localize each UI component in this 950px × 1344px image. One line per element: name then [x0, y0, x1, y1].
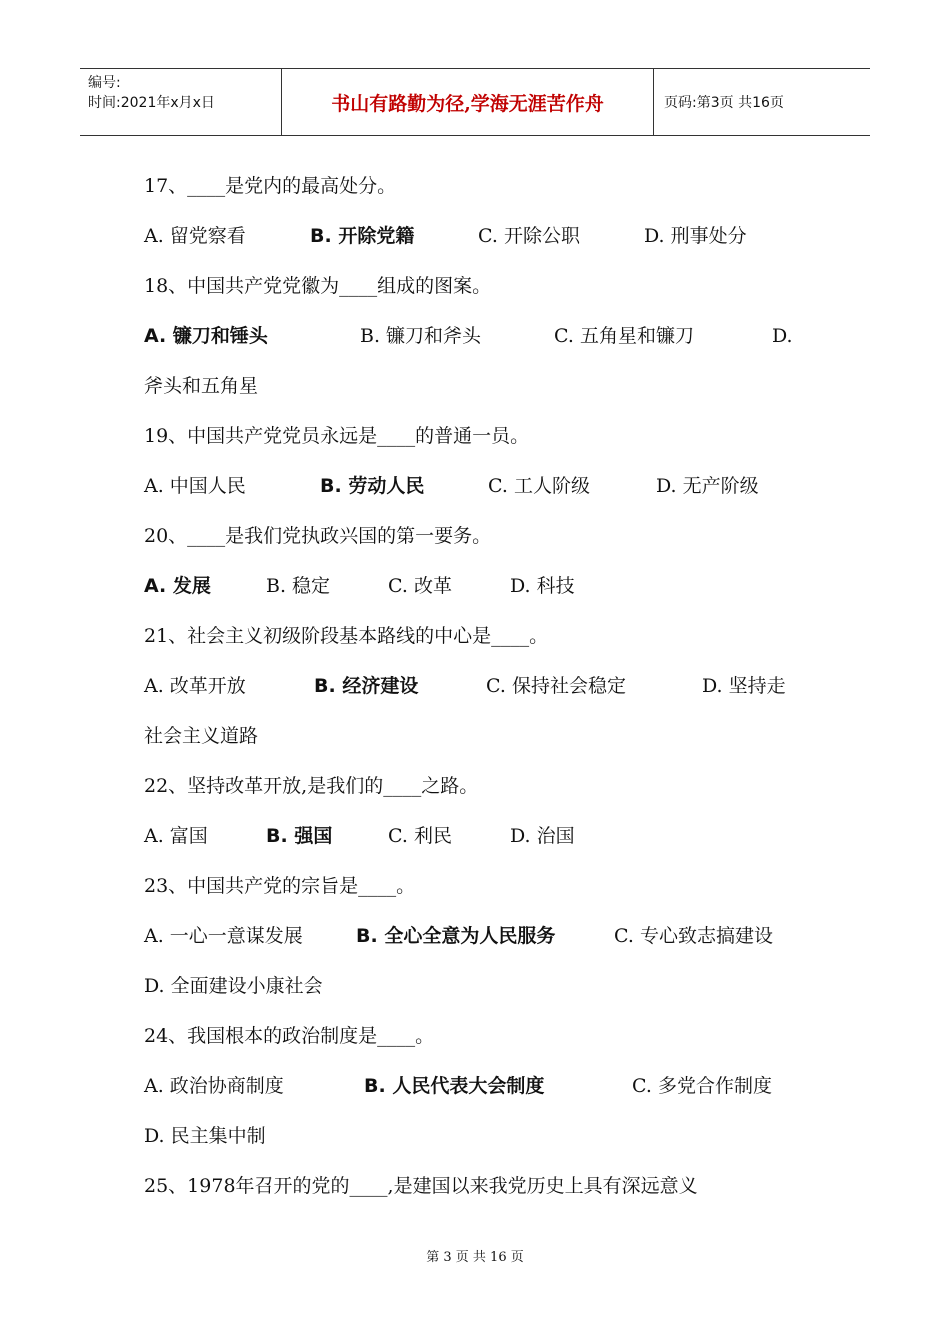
option-c: C. 开除公职 — [478, 225, 580, 247]
header-motto: 书山有路勤为径,学海无涯苦作舟 — [282, 69, 654, 135]
question-21-options — [144, 664, 824, 714]
option-d: D. — [772, 325, 793, 347]
question-20-options — [144, 564, 824, 614]
question-23-stem: 23、中国共产党的宗旨是____。 — [144, 875, 416, 897]
option-b-correct: B. 劳动人民 — [320, 475, 425, 497]
question-17-stem: 17、____是党内的最高处分。 — [144, 175, 397, 197]
option-c: C. 保持社会稳定 — [486, 675, 626, 697]
option-a: A. 政治协商制度 — [144, 1075, 284, 1097]
option-b: B. 镰刀和斧头 — [360, 325, 482, 347]
option-c: C. 工人阶级 — [488, 475, 590, 497]
question-24-stem: 24、我国根本的政治制度是____。 — [144, 1025, 435, 1047]
question-19-stem: 19、中国共产党党员永远是____的普通一员。 — [144, 425, 530, 447]
option-a: A. 改革开放 — [144, 675, 246, 697]
option-b-correct: B. 人民代表大会制度 — [364, 1075, 545, 1097]
option-a-correct: A. 发展 — [144, 575, 211, 597]
option-d: D. 治国 — [510, 825, 575, 847]
question-23-option-d: D. 全面建设小康社会 — [144, 975, 323, 997]
option-a: A. 留党察看 — [144, 225, 246, 247]
question-list — [144, 164, 824, 1214]
header-page-info: 页码:第3页 共16页 — [664, 95, 784, 111]
option-d: D. 无产阶级 — [656, 475, 759, 497]
option-b-correct: B. 开除党籍 — [310, 225, 415, 247]
page-footer: 第 3 页 共 16 页 — [426, 1250, 524, 1265]
option-d: D. 刑事处分 — [644, 225, 747, 247]
option-a: A. 中国人民 — [144, 475, 246, 497]
number-label: 编号: — [88, 75, 121, 91]
question-18-stem: 18、中国共产党党徽为____组成的图案。 — [144, 275, 492, 297]
question-17-options — [144, 214, 824, 264]
option-c: C. 利民 — [388, 825, 452, 847]
question-21-option-d-continued: 社会主义道路 — [144, 725, 259, 747]
page-header — [80, 68, 870, 136]
option-c: C. 改革 — [388, 575, 452, 597]
question-19-options — [144, 464, 824, 514]
option-b: B. 稳定 — [266, 575, 331, 597]
question-20-stem: 20、____是我们党执政兴国的第一要务。 — [144, 525, 492, 547]
option-c: C. 五角星和镰刀 — [554, 325, 694, 347]
option-c: C. 专心致志搞建设 — [614, 925, 773, 947]
option-b-correct: B. 全心全意为人民服务 — [356, 925, 556, 947]
question-22-stem: 22、坚持改革开放,是我们的____之路。 — [144, 775, 479, 797]
question-24-option-d: D. 民主集中制 — [144, 1125, 266, 1147]
option-b-correct: B. 经济建设 — [314, 675, 419, 697]
option-d: D. 科技 — [510, 575, 575, 597]
question-24-options — [144, 1064, 824, 1114]
option-c: C. 多党合作制度 — [632, 1075, 772, 1097]
option-b-correct: B. 强国 — [266, 825, 333, 847]
option-a-correct: A. 镰刀和锤头 — [144, 325, 268, 347]
option-a: A. 富国 — [144, 825, 208, 847]
question-21-stem: 21、社会主义初级阶段基本路线的中心是____。 — [144, 625, 549, 647]
question-25-stem: 25、1978年召开的党的____,是建国以来我党历史上具有深远意义 — [144, 1175, 698, 1197]
question-18-options — [144, 314, 824, 364]
option-a: A. 一心一意谋发展 — [144, 925, 303, 947]
header-meta — [80, 69, 282, 135]
question-23-options — [144, 914, 824, 964]
question-22-options — [144, 814, 824, 864]
question-18-option-d-continued: 斧头和五角星 — [144, 375, 259, 397]
time-label: 时间:2021年x月x日 — [88, 95, 215, 111]
option-d: D. 坚持走 — [702, 675, 786, 697]
